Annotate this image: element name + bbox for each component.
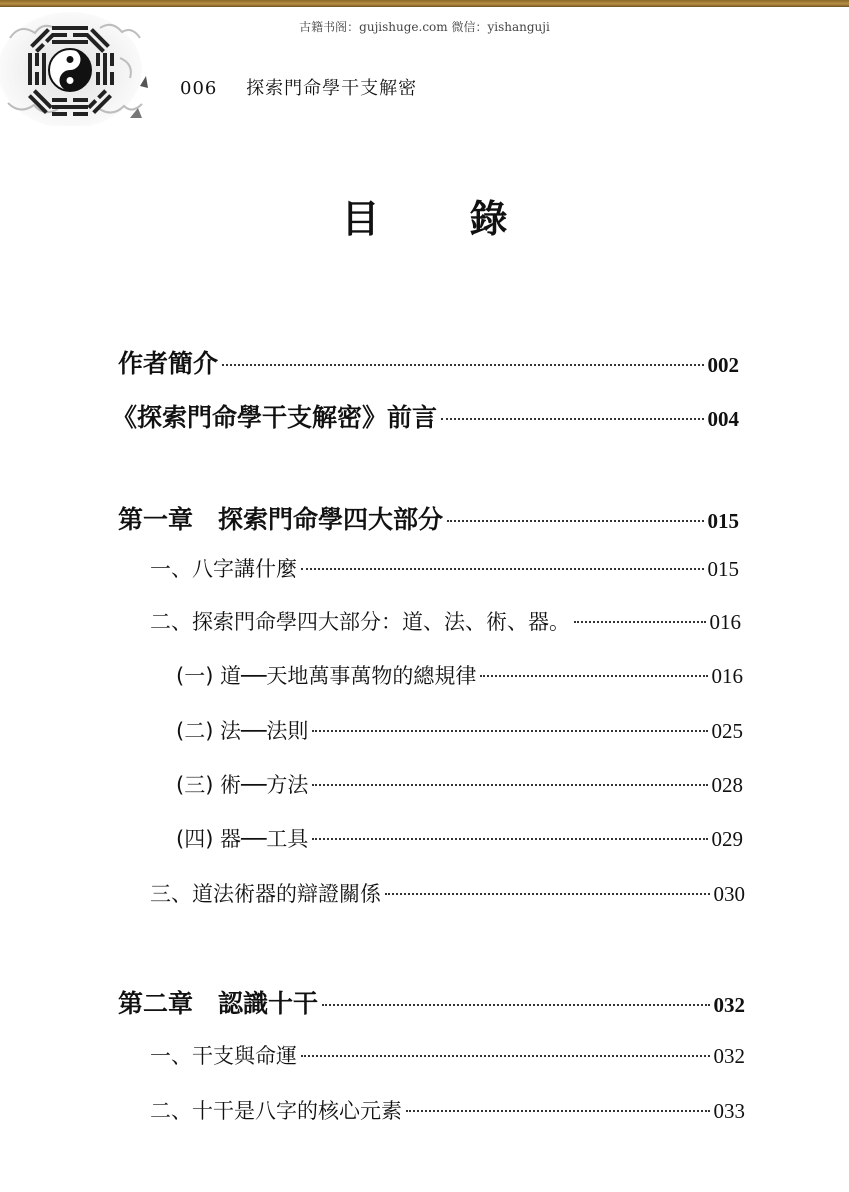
toc-entry-page: 025 xyxy=(711,719,743,743)
toc-entry[interactable] xyxy=(118,344,739,380)
leader-dots xyxy=(441,418,703,420)
toc-entry-label: 作者簡介 xyxy=(118,349,219,378)
page-title xyxy=(0,188,849,243)
toc-subsection-entry[interactable] xyxy=(176,660,743,690)
running-header xyxy=(180,74,417,100)
top-border xyxy=(0,0,849,7)
toc-section-entry[interactable] xyxy=(150,1095,745,1125)
toc-entry-label: 二、十干是八字的核心元素 xyxy=(150,1099,402,1123)
toc-entry-label: 二、探索門命學四大部分：道、法、術、器。 xyxy=(150,610,570,634)
toc-entry-page: 029 xyxy=(711,827,743,851)
toc-entry-label: (四) 器──工具 xyxy=(176,827,309,851)
leader-dots xyxy=(312,838,707,840)
toc-entry-label: (二) 法──法則 xyxy=(176,719,309,743)
toc-entry-page: 016 xyxy=(709,610,741,634)
toc-subsection-entry[interactable] xyxy=(176,823,743,853)
toc-entry-label: 第一章 探索門命學四大部分 xyxy=(118,505,444,534)
title-char-2: 錄 xyxy=(469,196,508,241)
toc-chapter-entry[interactable] xyxy=(118,500,739,536)
leader-dots xyxy=(385,893,710,895)
leader-dots xyxy=(312,784,707,786)
toc-entry-page: 004 xyxy=(707,407,739,431)
toc-entry-page: 030 xyxy=(713,882,745,906)
toc-entry-page: 033 xyxy=(713,1099,745,1123)
toc-entry-label: 第二章 認識十干 xyxy=(118,989,319,1018)
leader-dots xyxy=(301,568,704,570)
leader-dots xyxy=(222,364,703,366)
toc-entry-label: 《探索門命學干支解密》前言 xyxy=(112,403,438,432)
toc-entry-label: (一) 道──天地萬事萬物的總規律 xyxy=(176,664,477,688)
leader-dots xyxy=(406,1110,710,1112)
toc-entry-page: 028 xyxy=(711,773,743,797)
toc-entry-label: 一、干支與命運 xyxy=(150,1044,297,1068)
toc-entry-page: 032 xyxy=(713,993,745,1017)
toc-subsection-entry[interactable] xyxy=(176,715,743,745)
leader-dots xyxy=(322,1004,709,1006)
toc-section-entry[interactable] xyxy=(150,553,739,583)
toc-entry[interactable] xyxy=(112,398,739,434)
toc-section-entry[interactable] xyxy=(150,878,745,908)
title-char-1: 目 xyxy=(341,196,380,241)
toc-section-entry[interactable] xyxy=(150,1040,745,1070)
leader-dots xyxy=(447,520,703,522)
toc-entry-label: 三、道法術器的辯證關係 xyxy=(150,882,381,906)
toc-entry-page: 032 xyxy=(713,1044,745,1068)
watermark-text: 古籍书阁：gujishuge.com 微信：yishanguji xyxy=(299,20,550,34)
leader-dots xyxy=(301,1055,710,1057)
bagua-yinyang-icon xyxy=(0,8,150,126)
header-page-number: 006 xyxy=(180,78,218,99)
toc-section-entry[interactable] xyxy=(150,606,741,636)
toc-entry-page: 002 xyxy=(707,353,739,377)
toc-entry-label: (三) 術──方法 xyxy=(176,773,309,797)
leader-dots xyxy=(480,675,707,677)
header-book-title: 探索門命學干支解密 xyxy=(246,78,418,99)
toc-chapter-entry[interactable] xyxy=(118,984,745,1020)
toc-entry-page: 016 xyxy=(711,664,743,688)
toc-entry-label: 一、八字講什麼 xyxy=(150,557,297,581)
leader-dots xyxy=(574,621,706,623)
toc-entry-page: 015 xyxy=(707,557,739,581)
leader-dots xyxy=(312,730,707,732)
toc-entry-page: 015 xyxy=(707,509,739,533)
toc-subsection-entry[interactable] xyxy=(176,769,743,799)
